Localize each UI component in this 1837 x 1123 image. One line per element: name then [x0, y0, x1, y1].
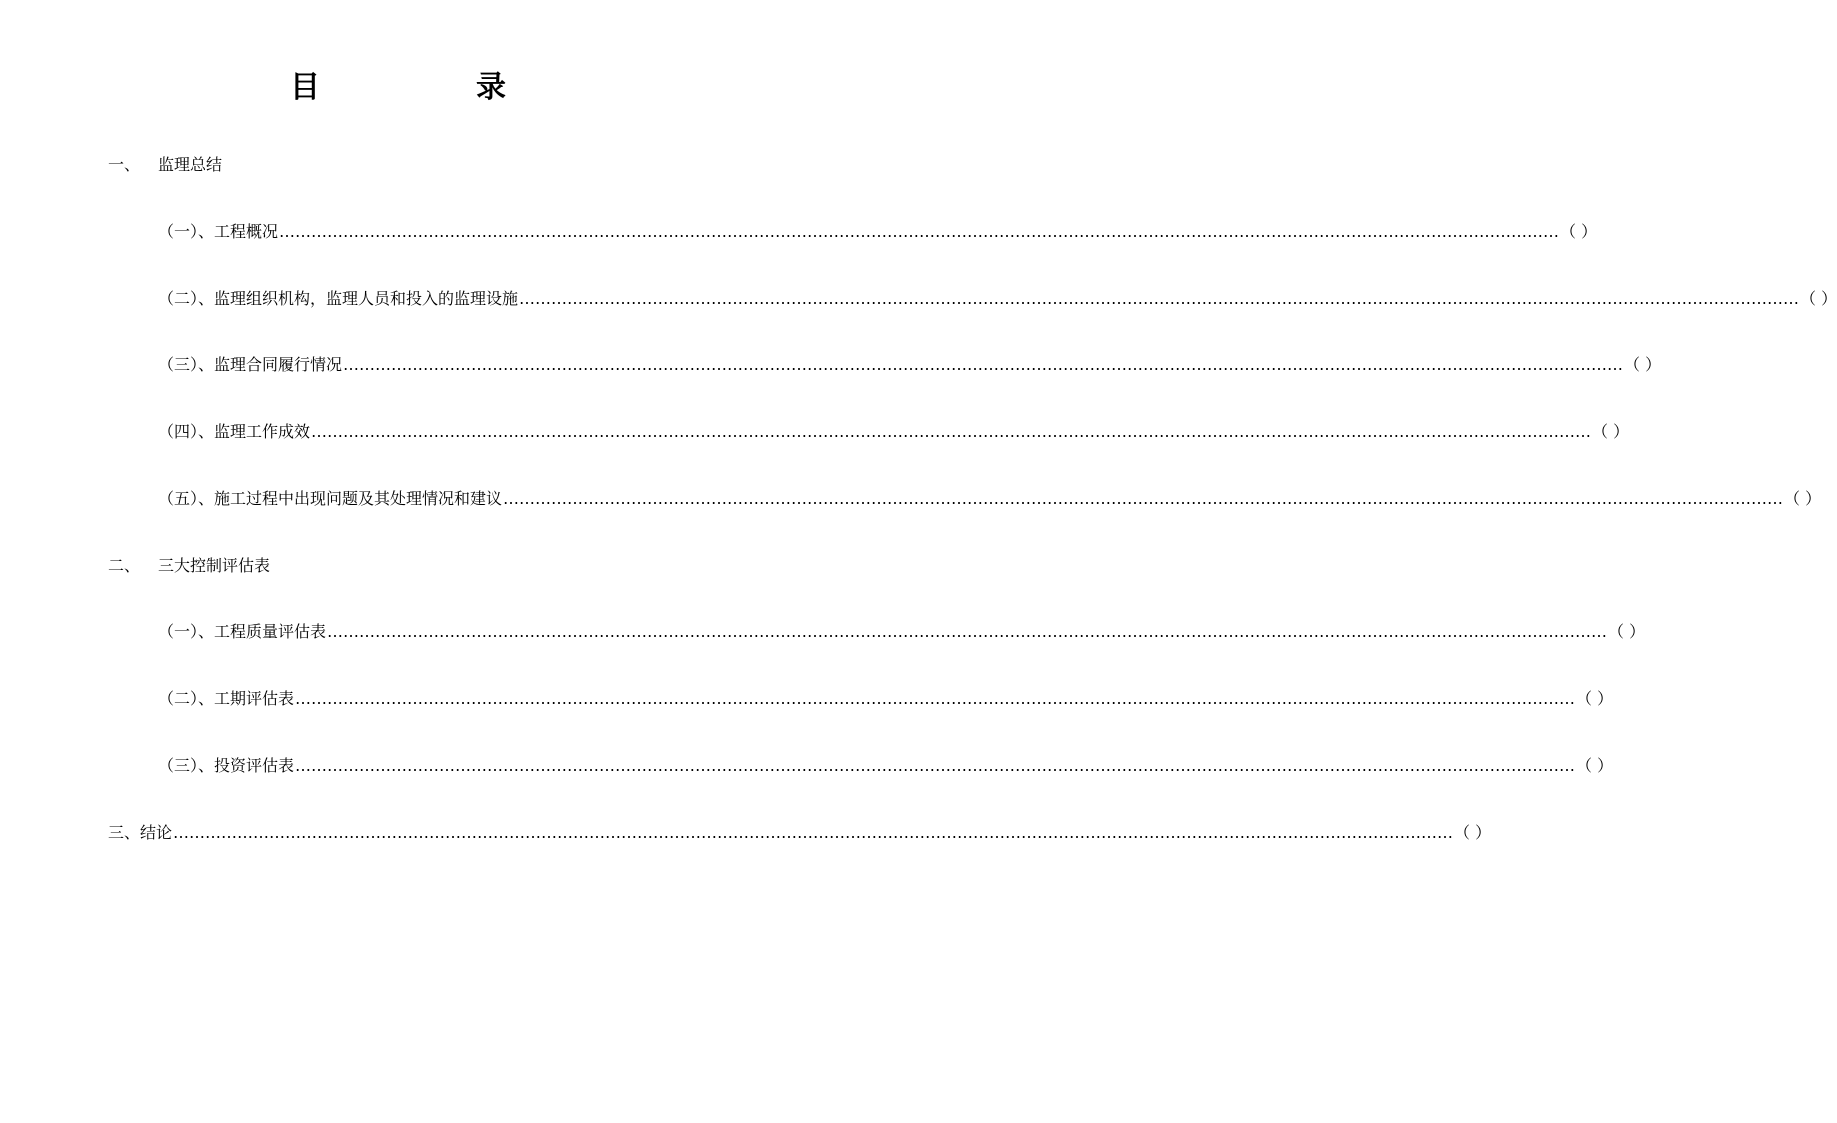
dot-leader: …………………………………………………………………………………………………………………………………………………………………………………………………………………… — [343, 355, 1624, 374]
section-number: 二、 — [108, 556, 141, 575]
section-number: 一、 — [108, 155, 141, 174]
entry-text: （三）、投资评估表 — [158, 756, 295, 775]
dot-leader: …………………………………………………………………………………………………………………………………………………………………………………………………………………… — [173, 823, 1454, 842]
entry-text: （四）、监理工作成效 — [158, 422, 311, 441]
toc-title-left: 目 — [290, 70, 320, 105]
dot-leader: …………………………………………………………………………………………………………………………………………………………………………………………………………………… — [295, 756, 1576, 775]
dot-leader: …………………………………………………………………………………………………………………………………………………………………………………………………………………… — [311, 422, 1592, 441]
toc-section-2 — [108, 555, 270, 577]
entry-text: （二）、监理组织机构，监理人员和投入的监理设施 — [158, 289, 519, 308]
toc-title-right: 录 — [476, 70, 506, 105]
section-number: 三、 — [108, 823, 141, 842]
section-title: 结论 — [140, 823, 173, 842]
entry-text: （二）、工期评估表 — [158, 689, 295, 708]
page-reference: （ ） — [1608, 622, 1646, 641]
toc-entry[interactable] — [158, 488, 1822, 510]
dot-leader: …………………………………………………………………………………………………………………………………………………………………………………………………………………… — [327, 622, 1608, 641]
dot-leader: …………………………………………………………………………………………………………………………………………………………………………………………………………………… — [295, 689, 1576, 708]
entry-text: （一）、工程质量评估表 — [158, 622, 327, 641]
section-title: 监理总结 — [158, 155, 223, 174]
page-reference: （ ） — [1560, 222, 1598, 241]
entry-text: （一）、工程概况 — [158, 222, 279, 241]
section-title: 三大控制评估表 — [158, 556, 271, 575]
toc-entry[interactable] — [158, 421, 1630, 443]
toc-entry[interactable] — [158, 354, 1662, 376]
page-reference: （ ） — [1784, 489, 1822, 508]
page-reference: （ ） — [1576, 689, 1614, 708]
toc-entry[interactable] — [158, 288, 1837, 310]
toc-entry[interactable] — [158, 688, 1614, 710]
dot-leader: …………………………………………………………………………………………………………………………………………………………………………………………………………………… — [279, 222, 1560, 241]
toc-section-3[interactable] — [108, 822, 1492, 844]
toc-entry[interactable] — [158, 621, 1646, 643]
page-reference: （ ） — [1800, 289, 1837, 308]
page-reference: （ ） — [1454, 823, 1492, 842]
page-reference: （ ） — [1576, 756, 1614, 775]
page-reference: （ ） — [1592, 422, 1630, 441]
entry-text: （三）、监理合同履行情况 — [158, 355, 343, 374]
dot-leader: …………………………………………………………………………………………………………………………………………………………………………………………………………………… — [519, 289, 1800, 308]
entry-text: （五）、施工过程中出现问题及其处理情况和建议 — [158, 489, 503, 508]
toc-entry[interactable] — [158, 221, 1598, 243]
dot-leader: …………………………………………………………………………………………………………………………………………………………………………………………………………………… — [503, 489, 1784, 508]
page-reference: （ ） — [1624, 355, 1662, 374]
toc-section-1 — [108, 154, 222, 176]
toc-entry[interactable] — [158, 755, 1614, 777]
